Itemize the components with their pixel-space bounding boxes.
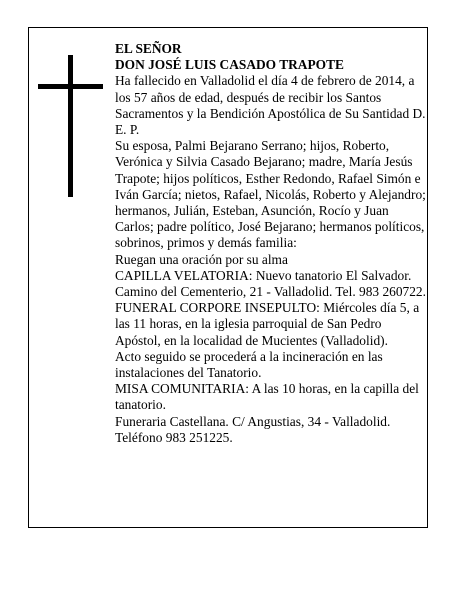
- cross-vertical-bar: [68, 55, 73, 197]
- prayer-request: Ruegan una oración por su alma: [115, 251, 288, 267]
- deceased-name: DON JOSÉ LUIS CASADO TRAPOTE: [115, 57, 344, 73]
- wake-chapel-info: CAPILLA VELATORIA: Nuevo tanatorio El Salvador. Camino del Cementerio, 21 - Valladolid. Tel. 983 260722.: [115, 267, 426, 300]
- cross-horizontal-bar: [38, 84, 103, 89]
- obituary-text: [115, 41, 427, 446]
- family-list: Su esposa, Palmi Bejarano Serrano; hijos, Roberto, Verónica y Silvia Casado Bejarano; madre, María Jesús Trapote; hijos políticos, Esther Redondo, Rafael Simón e Iván García; nietos, Rafael, Nicolás, Roberto y Alejandro; hermanos, Julián, Esteban, Asunción, Rocío y Juan Carlos; padre político, José Bejarano; hermanos políticos, sobrinos, primos y demás familia:: [115, 138, 426, 251]
- funeral-info: FUNERAL CORPORE INSEPULTO: Miércoles día 5, a las 11 horas, en la iglesia parroquial de San Pedro Apóstol, en la localidad de Mucientes (Valladolid).: [115, 300, 420, 348]
- funeral-home-info: Funeraria Castellana. C/ Angustias, 34 - Valladolid. Teléfono 983 251225.: [115, 413, 391, 445]
- community-mass-info: MISA COMUNITARIA: A las 10 horas, en la capilla del tanatorio.: [115, 381, 419, 413]
- cremation-info: Acto seguido se procederá a la incineración en las instalaciones del Tanatorio.: [115, 348, 383, 381]
- death-announcement: Ha fallecido en Valladolid el día 4 de febrero de 2014, a los 57 años de edad, después de recibir los Santos Sacramentos y la Bendición Apostólica de Su Santidad D. E. P.: [115, 73, 426, 138]
- title-line: EL SEÑOR: [115, 41, 182, 56]
- obituary-notice: [28, 27, 428, 528]
